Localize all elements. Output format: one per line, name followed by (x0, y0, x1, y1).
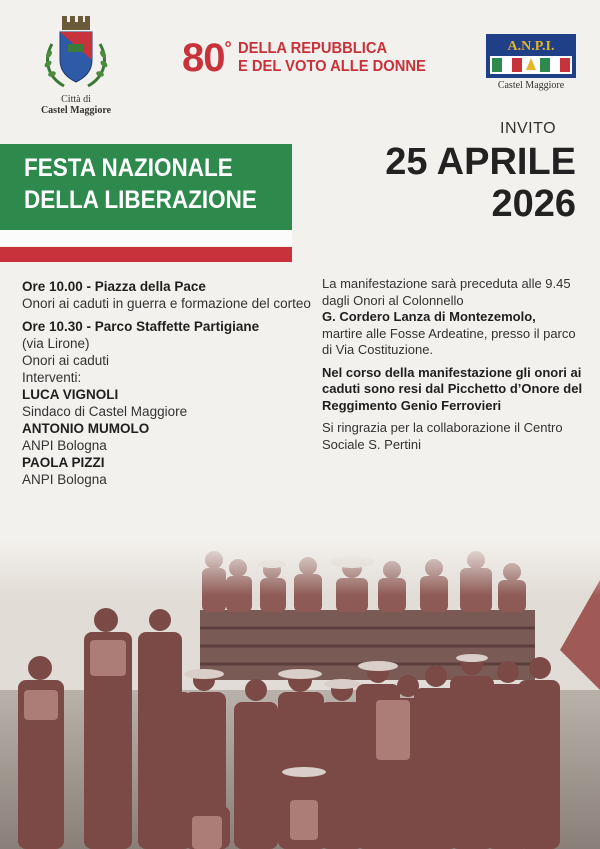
anpi-logo-text: A.N.P.I. (507, 39, 555, 54)
event-title-line-1: FESTA NAZIONALE (24, 154, 233, 182)
event-date-day: 25 APRILE (385, 141, 576, 183)
anpi-logo (486, 34, 576, 78)
anniversary-banner (182, 38, 442, 78)
info-honoree-name: G. Cordero Lanza di Montezemolo, (322, 309, 536, 324)
anniversary-line-1: DELLA REPUBBLICA (237, 40, 387, 57)
info-column (322, 276, 584, 459)
speaker-name: ANTONIO MUMOLO (22, 421, 150, 436)
anniversary-line-2: E DEL VOTO ALLE DONNE (237, 58, 426, 75)
city-name (30, 94, 122, 116)
event-title-line-2: DELLA LIBERAZIONE (24, 186, 257, 214)
anniversary-number: 80 (182, 36, 225, 80)
program-column (22, 278, 312, 488)
event-1-time: Ore 10.00 - Piazza della Pace (22, 279, 206, 294)
info-paragraph-1-intro: La manifestazione sarà preceduta alle 9.45 dagli Onori al Colonnello (322, 276, 571, 308)
info-paragraph-1-location: martire alle Fosse Ardeatine, presso il parco di Via Costituzione. (322, 325, 576, 357)
event-1-description: Onori ai caduti in guerra e formazione del corteo (22, 296, 311, 311)
info-paragraph-2: Nel corso della manifestazione gli onori ai caduti sono resi dal Picchetto d’Onore del Reggimento Genio Ferrovieri (322, 364, 583, 413)
event-2-time: Ore 10.30 - Parco Staffette Partigiane (22, 319, 260, 334)
speaker-name: PAOLA PIZZI (22, 455, 105, 470)
title-white-band (0, 230, 292, 246)
historic-group-photo (0, 540, 600, 849)
anniversary-text (238, 40, 426, 76)
speaker-role: ANPI Bologna (22, 472, 107, 487)
info-paragraph-3: Si ringrazia per la collaborazione il Centro Sociale S. Pertini (322, 420, 563, 452)
invite-label: INVITO (500, 120, 557, 137)
title-red-band (0, 247, 292, 262)
event-title (24, 152, 257, 216)
speaker-role: Sindaco di Castel Maggiore (22, 404, 188, 419)
speaker-name: LUCA VIGNOLI (22, 387, 119, 402)
speaker-role: ANPI Bologna (22, 438, 107, 453)
event-date-year: 2026 (491, 183, 576, 225)
anpi-location: Castel Maggiore (497, 80, 565, 91)
city-crest-logo (38, 14, 114, 94)
event-2-description: Onori ai caduti (22, 353, 110, 368)
speakers-label: Interventi: (22, 370, 82, 385)
city-label-prefix: Città di (61, 94, 91, 105)
city-label-name: Castel Maggiore (40, 105, 112, 116)
anniversary-degree: ° (224, 38, 232, 58)
event-2-place: (via Lirone) (22, 336, 90, 351)
info-paragraph-1 (322, 276, 584, 359)
